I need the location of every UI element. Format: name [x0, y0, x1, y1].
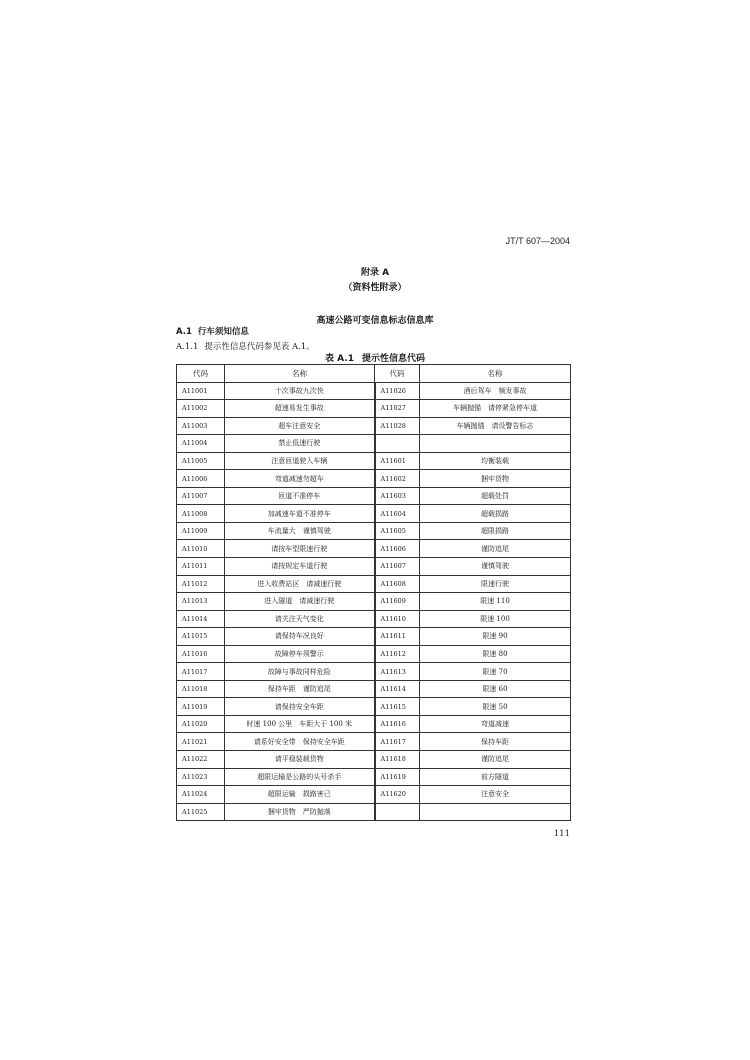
left-code-cell: A11014	[177, 610, 225, 628]
left-code-cell: A11015	[177, 628, 225, 646]
right-code-cell: A11615	[375, 698, 420, 716]
table-row	[177, 382, 571, 400]
left-code-cell: A11007	[177, 487, 225, 505]
table-header-row	[177, 365, 571, 383]
right-name-cell: 超载损路	[420, 505, 571, 523]
right-name-cell: 限速 50	[420, 698, 571, 716]
right-code-cell: A11613	[375, 663, 420, 681]
right-code-cell	[375, 803, 420, 821]
left-code-cell: A11017	[177, 663, 225, 681]
table-row	[177, 628, 571, 646]
section-a1-heading	[176, 325, 249, 337]
left-name-cell: 注意匝道驶入车辆	[225, 452, 375, 470]
table-row	[177, 593, 571, 611]
table-number: 表 A.1	[325, 354, 354, 364]
right-name-cell: 限速 90	[420, 628, 571, 646]
left-name-cell: 请按规定车道行驶	[225, 558, 375, 576]
table-row	[177, 663, 571, 681]
table-row	[177, 435, 571, 453]
right-code-cell: A11619	[375, 768, 420, 786]
table-row	[177, 470, 571, 488]
left-code-cell: A11008	[177, 505, 225, 523]
header-name-right: 名称	[420, 365, 571, 383]
table-row	[177, 751, 571, 769]
right-name-cell: 车辆抛锚 请设警告标志	[420, 417, 571, 435]
left-code-cell: A11013	[177, 593, 225, 611]
right-code-cell: A11604	[375, 505, 420, 523]
right-code-cell: A11616	[375, 715, 420, 733]
table-row	[177, 505, 571, 523]
table-row	[177, 733, 571, 751]
left-name-cell: 禁止低速行驶	[225, 435, 375, 453]
left-name-cell: 进入隧道 请减速行驶	[225, 593, 375, 611]
right-name-cell: 谨慎驾驶	[420, 558, 571, 576]
table-row	[177, 768, 571, 786]
left-name-cell: 请保持车况良好	[225, 628, 375, 646]
right-code-cell: A11611	[375, 628, 420, 646]
left-name-cell: 匝道不准停车	[225, 487, 375, 505]
right-name-cell: 酒后驾车 频发事故	[420, 382, 571, 400]
left-name-cell: 请关注天气变化	[225, 610, 375, 628]
right-name-cell: 均衡装载	[420, 452, 571, 470]
table-row	[177, 417, 571, 435]
left-name-cell: 故障停车须警示	[225, 645, 375, 663]
right-name-cell: 限速 100	[420, 610, 571, 628]
left-code-cell: A11001	[177, 382, 225, 400]
section-a1-number: A.1	[176, 327, 192, 337]
database-title: 高速公路可变信息标志信息库	[316, 316, 434, 326]
right-code-cell: A11601	[375, 452, 420, 470]
left-code-cell: A11018	[177, 680, 225, 698]
header-code-left: 代码	[177, 365, 225, 383]
left-name-cell: 车流量大 谨慎驾驶	[225, 522, 375, 540]
right-code-cell: A11028	[375, 417, 420, 435]
page-number: 111	[553, 829, 570, 839]
left-code-cell: A11005	[177, 452, 225, 470]
left-code-cell: A11025	[177, 803, 225, 821]
right-code-cell: A11620	[375, 786, 420, 804]
left-name-cell: 保持车距 谨防追尾	[225, 680, 375, 698]
right-name-cell: 限速 70	[420, 663, 571, 681]
left-name-cell: 捆牢货物 严防抛落	[225, 803, 375, 821]
right-name-cell: 限速行驶	[420, 575, 571, 593]
section-a1-title: 行车须知信息	[197, 327, 249, 337]
left-name-cell: 超限运输是公路的头号杀手	[225, 768, 375, 786]
table-row	[177, 610, 571, 628]
right-name-cell: 弯道减速	[420, 715, 571, 733]
left-code-cell: A11016	[177, 645, 225, 663]
left-code-cell: A11023	[177, 768, 225, 786]
table-title: 提示性信息代码	[361, 354, 425, 364]
left-code-cell: A11022	[177, 751, 225, 769]
left-name-cell: 请保持安全车距	[225, 698, 375, 716]
table-row	[177, 645, 571, 663]
right-code-cell: A11618	[375, 751, 420, 769]
table-row	[177, 452, 571, 470]
right-name-cell: 车辆抛锚 请停紧急停车道	[420, 400, 571, 418]
left-code-cell: A11019	[177, 698, 225, 716]
left-name-cell: 请平稳装载货物	[225, 751, 375, 769]
right-code-cell: A11027	[375, 400, 420, 418]
right-name-cell: 超载处罚	[420, 487, 571, 505]
left-name-cell: 请按车型限速行驶	[225, 540, 375, 558]
right-name-cell	[420, 435, 571, 453]
right-code-cell: A11614	[375, 680, 420, 698]
section-a11-number: A.1.1	[176, 342, 199, 352]
right-name-cell: 捆牢货物	[420, 470, 571, 488]
right-code-cell: A11612	[375, 645, 420, 663]
table-row	[177, 558, 571, 576]
left-code-cell: A11002	[177, 400, 225, 418]
right-name-cell: 前方隧道	[420, 768, 571, 786]
table-row	[177, 540, 571, 558]
right-name-cell: 注意安全	[420, 786, 571, 804]
left-name-cell: 十次事故九次快	[225, 382, 375, 400]
header-name-left: 名称	[225, 365, 375, 383]
left-code-cell: A11012	[177, 575, 225, 593]
appendix-subtitle: （资料性附录）	[343, 283, 407, 293]
table-row	[177, 522, 571, 540]
left-name-cell: 超车注意安全	[225, 417, 375, 435]
right-code-cell: A11602	[375, 470, 420, 488]
left-code-cell: A11024	[177, 786, 225, 804]
left-code-cell: A11011	[177, 558, 225, 576]
right-name-cell: 限速 60	[420, 680, 571, 698]
left-name-cell: 超速易发生事故	[225, 400, 375, 418]
left-name-cell: 时速 100 公里 车距大于 100 米	[225, 715, 375, 733]
right-code-cell: A11608	[375, 575, 420, 593]
left-name-cell: 故障与事故同样危险	[225, 663, 375, 681]
right-code-cell: A11605	[375, 522, 420, 540]
table-caption	[0, 351, 750, 364]
table-row	[177, 803, 571, 821]
left-name-cell: 弯道减速勿超车	[225, 470, 375, 488]
info-code-table	[176, 364, 571, 821]
right-code-cell: A11617	[375, 733, 420, 751]
right-code-cell: A11606	[375, 540, 420, 558]
left-code-cell: A11010	[177, 540, 225, 558]
left-code-cell: A11004	[177, 435, 225, 453]
left-code-cell: A11020	[177, 715, 225, 733]
table-row	[177, 575, 571, 593]
table-row	[177, 715, 571, 733]
right-code-cell: A11610	[375, 610, 420, 628]
left-name-cell: 超限运输 损路害己	[225, 786, 375, 804]
left-name-cell: 请系好安全带 保持安全车距	[225, 733, 375, 751]
left-code-cell: A11006	[177, 470, 225, 488]
right-name-cell	[420, 803, 571, 821]
table-row	[177, 400, 571, 418]
left-code-cell: A11021	[177, 733, 225, 751]
left-code-cell: A11009	[177, 522, 225, 540]
right-code-cell: A11607	[375, 558, 420, 576]
right-name-cell: 超限损路	[420, 522, 571, 540]
right-name-cell: 保持车距	[420, 733, 571, 751]
right-code-cell	[375, 435, 420, 453]
header-code-right: 代码	[375, 365, 420, 383]
left-code-cell: A11003	[177, 417, 225, 435]
left-name-cell: 进入收费站区 请减速行驶	[225, 575, 375, 593]
table-row	[177, 698, 571, 716]
right-name-cell: 限速 110	[420, 593, 571, 611]
table-row	[177, 487, 571, 505]
right-name-cell: 限速 80	[420, 645, 571, 663]
section-a11-text: 提示性信息代码参见表 A.1。	[204, 342, 315, 352]
appendix-title: 附录 A	[360, 268, 390, 278]
right-name-cell: 谨防追尾	[420, 540, 571, 558]
right-code-cell: A11609	[375, 593, 420, 611]
standard-code: JT/T 607—2004	[505, 236, 570, 246]
right-code-cell: A11603	[375, 487, 420, 505]
table-row	[177, 680, 571, 698]
left-name-cell: 加减速车道不准停车	[225, 505, 375, 523]
table-row	[177, 786, 571, 804]
right-code-cell: A11026	[375, 382, 420, 400]
right-name-cell: 谨防追尾	[420, 751, 571, 769]
